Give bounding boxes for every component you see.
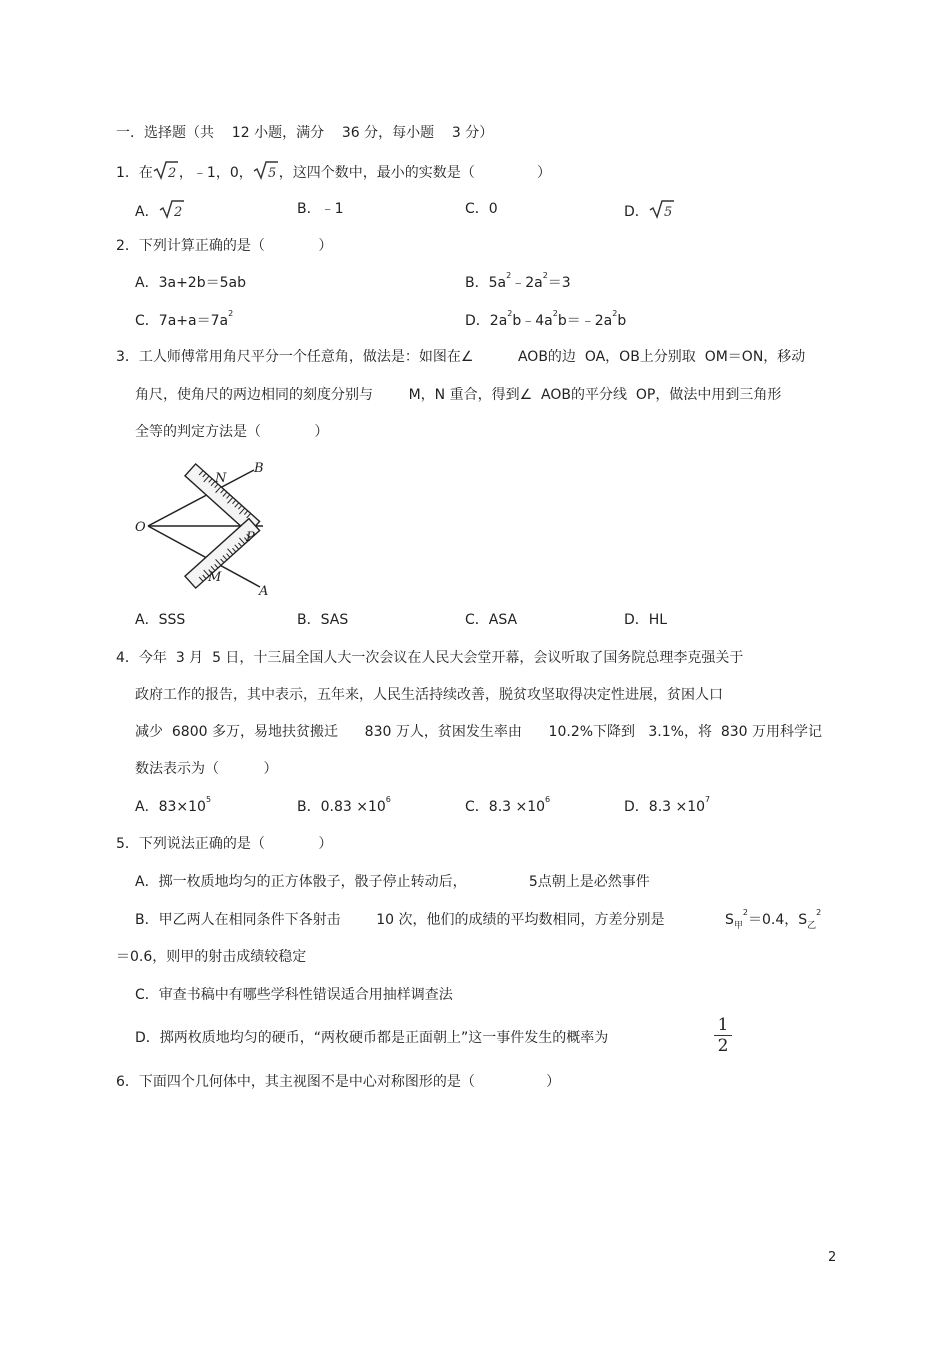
exponent: 6 [385, 795, 391, 804]
fraction-one-half [713, 1016, 733, 1055]
label-b: B [254, 461, 264, 476]
option-text: b＝﹣2a [557, 313, 613, 329]
option-text: ＝0.4，S [748, 912, 808, 928]
option-label: C． [465, 201, 489, 217]
q3-option-d [624, 610, 667, 630]
option-text: HL [648, 612, 668, 628]
option-label: D． [135, 1030, 160, 1046]
option-label: C． [135, 313, 159, 329]
exponent: 6 [545, 795, 551, 804]
exponent: 2 [742, 908, 748, 917]
question-number: 5． [116, 836, 139, 852]
label-p: P [246, 530, 255, 545]
label-o: O [135, 520, 146, 535]
q3-option-a [135, 610, 185, 630]
page-number: 2 [828, 1250, 837, 1265]
question-text: 在 [138, 165, 153, 181]
option-label: A． [135, 799, 159, 815]
sqrt-symbol [253, 160, 279, 180]
q3-option-c [465, 610, 517, 630]
question-text: ，﹣1，0， [178, 165, 253, 181]
exponent: 7 [705, 795, 711, 804]
question-4-stem-line2: 政府工作的报告，其中表示，五年来，人民生活持续改善，脱贫攻坚取得决定性进展，贫困人口 [135, 687, 723, 703]
option-text: SSS [158, 612, 186, 628]
q1-option-a [135, 199, 185, 222]
option-text: 3a+2b＝5ab [158, 275, 246, 291]
option-text: 83×10 [158, 799, 206, 815]
denominator: 2 [717, 1036, 729, 1056]
question-number: 3． [116, 349, 139, 365]
exponent: 2 [542, 271, 548, 280]
sqrt-symbol [649, 199, 675, 219]
question-1-stem [116, 160, 551, 183]
exponent: 2 [552, 309, 558, 318]
subscript: 甲 [733, 920, 743, 931]
angle-bisector-figure [130, 455, 280, 600]
question-6-stem [116, 1072, 560, 1092]
section-heading: 一．选择题（共 12 小题，满分 36 分，每小题 3 分） [116, 125, 494, 141]
question-number: 6． [116, 1074, 139, 1090]
option-text: 审查书稿中有哪些学科性错误适合用抽样调查法 [158, 987, 453, 1003]
radicand: 5 [663, 205, 673, 219]
option-text: SAS [320, 612, 349, 628]
option-label: A． [135, 612, 159, 628]
option-text: b [617, 313, 627, 329]
option-label: A． [135, 204, 159, 220]
q5-option-c [135, 985, 453, 1005]
option-label: C． [135, 987, 159, 1003]
option-label: B． [465, 275, 489, 291]
option-label: A． [135, 275, 159, 291]
label-a: A [259, 584, 269, 599]
q1-option-b [297, 199, 344, 219]
question-3-stem [116, 347, 805, 367]
question-text: 下面四个几何体中，其主视图不是中心对称图形的是（ ） [138, 1074, 561, 1090]
option-label: A． [135, 874, 159, 890]
option-text: 8.3 ×10 [488, 799, 546, 815]
option-text: 掷一枚质地均匀的正方体骰子，骰子停止转动后， 5点朝上是必然事件 [158, 874, 650, 890]
question-text: 下列计算正确的是（ ） [138, 238, 333, 254]
question-5-stem [116, 834, 332, 854]
question-2-stem [116, 236, 332, 256]
subscript: 乙 [807, 920, 817, 931]
question-number: 2． [116, 238, 139, 254]
q2-option-d [465, 311, 626, 331]
radicand: 5 [267, 166, 277, 180]
exponent: 2 [506, 271, 512, 280]
q4-option-d [624, 797, 710, 817]
q4-option-c [465, 797, 550, 817]
option-label: B． [297, 201, 321, 217]
option-label: D． [465, 313, 490, 329]
variance-symbol: S [725, 912, 734, 928]
radicand: 2 [167, 166, 177, 180]
q5-option-a [135, 872, 650, 892]
option-text: ＝3 [547, 275, 571, 291]
exponent: 5 [205, 795, 212, 804]
label-m: M [208, 570, 222, 585]
question-text: 今年 3 月 5 日，十三届全国人大一次会议在人民大会堂开幕，会议听取了国务院总理李克强关于 [138, 650, 744, 666]
exponent: 2 [612, 309, 618, 318]
option-text: 0.83 ×10 [320, 799, 386, 815]
sqrt-symbol [159, 199, 185, 219]
option-text: b﹣4a [512, 313, 553, 329]
option-text: 5a [488, 275, 507, 291]
q2-option-a [135, 273, 246, 293]
numerator: 1 [717, 1015, 729, 1035]
q4-option-a [135, 797, 211, 817]
option-label: D． [624, 612, 649, 628]
q3-option-b [297, 610, 348, 630]
option-text: 8.3 ×10 [648, 799, 706, 815]
option-label: C． [465, 612, 489, 628]
label-n: N [215, 471, 227, 486]
q5-option-b [135, 910, 664, 930]
q5-option-d [135, 1028, 608, 1048]
option-text: ﹣2a [511, 275, 543, 291]
radicand: 2 [173, 205, 182, 219]
question-3-stem-line2: 角尺，使角尺的两边相同的刻度分别与 M，N 重合，得到∠ AOB的平分线 OP，做法中用到三角形 [135, 387, 782, 403]
question-4-stem-line3: 减少 6800 多万，易地扶贫搬迁 830 万人，贫困发生率由 10.2%下降到 3.1%，将 830 万用科学记 [135, 724, 823, 740]
q5-option-b-variance [725, 910, 821, 930]
exponent: 2 [507, 309, 513, 318]
option-text: ASA [488, 612, 518, 628]
option-label: C． [465, 799, 489, 815]
question-text: 下列说法正确的是（ ） [138, 836, 333, 852]
q1-option-d [624, 199, 675, 222]
question-text: 工人师傅常用角尺平分一个任意角，做法是：如图在∠ AOB的边 OA，OB上分别取 OM＝ON，移动 [138, 349, 806, 365]
option-text: 2a [489, 313, 508, 329]
exponent: 2 [228, 309, 234, 318]
option-text: 7a+a＝7a [158, 313, 229, 329]
q1-option-c [465, 199, 498, 219]
q5-option-b-continued: ＝0.6，则甲的射击成绩较稳定 [116, 949, 307, 965]
sqrt-symbol [153, 160, 179, 180]
option-label: D． [624, 799, 649, 815]
q2-option-b [465, 273, 571, 293]
question-text: ，这四个数中，最小的实数是（ ） [278, 165, 552, 181]
option-text: 0 [488, 201, 498, 217]
question-number: 4． [116, 650, 139, 666]
question-4-stem-line4: 数法表示为（ ） [135, 761, 278, 777]
option-label: B． [297, 799, 321, 815]
question-3-stem-line3: 全等的判定方法是（ ） [135, 424, 329, 440]
option-text: 掷两枚质地均匀的硬币，“两枚硬币都是正面朝上”这一事件发生的概率为 [159, 1030, 609, 1046]
exponent: 2 [816, 908, 822, 917]
option-label: B． [297, 612, 321, 628]
q4-option-b [297, 797, 391, 817]
question-number: 1． [116, 165, 139, 181]
option-text: 甲乙两人在相同条件下各射击 10 次，他们的成绩的平均数相同，方差分别是 [158, 912, 665, 928]
question-4-stem [116, 648, 743, 668]
option-label: B． [135, 912, 159, 928]
option-label: D． [624, 204, 649, 220]
option-text: ﹣1 [320, 201, 344, 217]
q2-option-c [135, 311, 233, 331]
